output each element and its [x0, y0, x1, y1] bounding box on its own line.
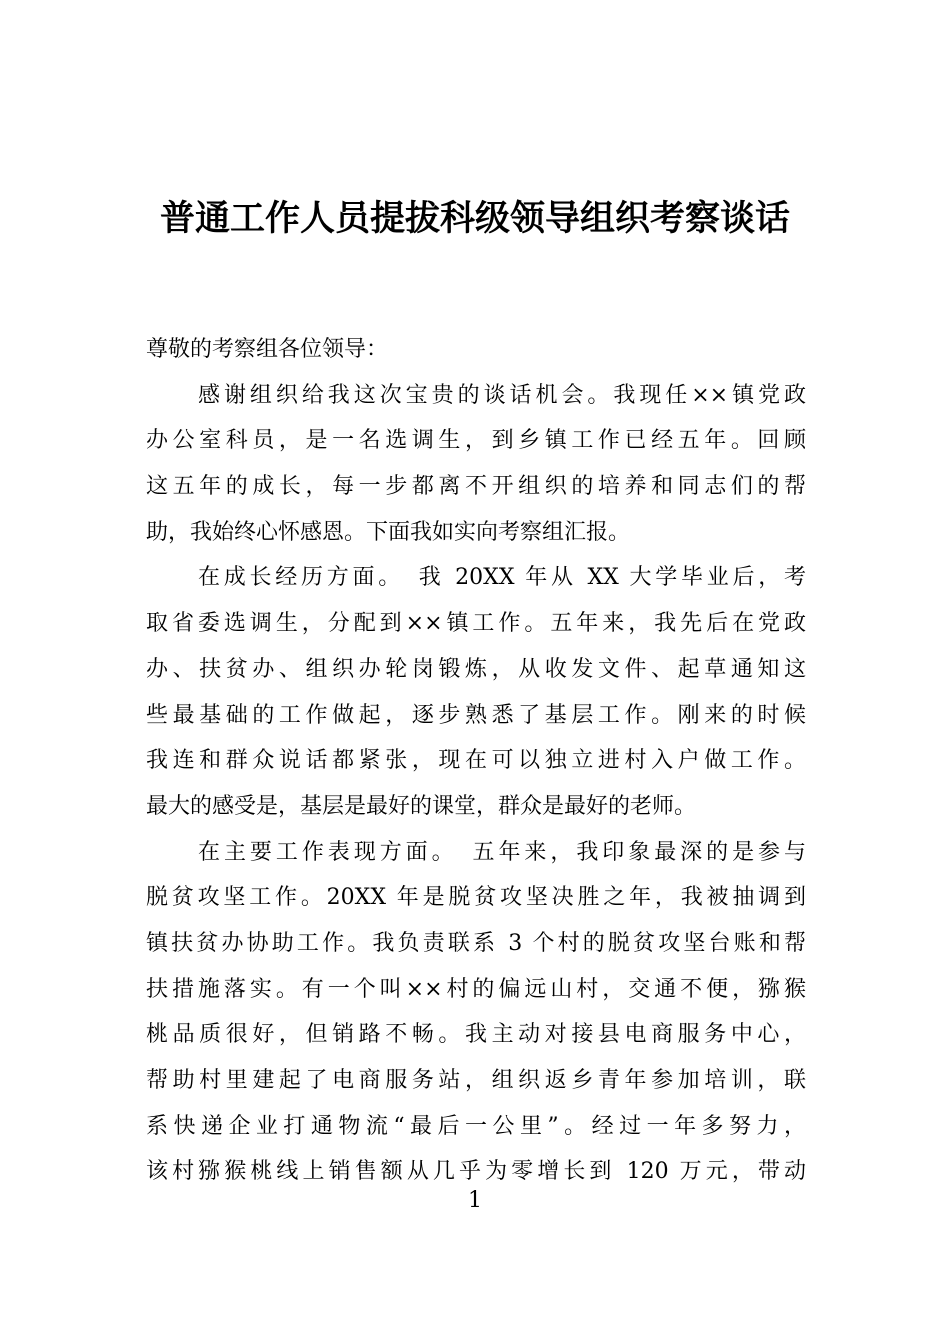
body-line: 系快递企业打通物流“最后一公里”。经过一年多努力，: [146, 1113, 806, 1139]
body-line: 我连和群众说话都紧张，现在可以独立进村入户做工作。: [146, 748, 806, 774]
body-line: 扶措施落实。有一个叫××村的偏远山村，交通不便，猕猴: [146, 976, 806, 1002]
page-number: 1: [468, 1188, 482, 1213]
body-line: 脱贫攻坚工作。20XX 年是脱贫攻坚决胜之年，我被抽调到: [146, 885, 806, 911]
body-line: 些最基础的工作做起，逐步熟悉了基层工作。刚来的时候: [146, 702, 806, 728]
body-line: 镇扶贫办协助工作。我负责联系 3 个村的脱贫攻坚台账和帮: [146, 930, 806, 956]
body-line: 这五年的成长，每一步都离不开组织的培养和同志们的帮: [146, 474, 806, 500]
body-line: 桃品质很好，但销路不畅。我主动对接县电商服务中心，: [146, 1022, 806, 1048]
body-line: 该村猕猴桃线上销售额从几乎为零增长到 120 万元，带动: [146, 1159, 806, 1185]
body-line: 帮助村里建起了电商服务站，组织返乡青年参加培训，联: [146, 1068, 806, 1093]
body-line: 助，我始终心怀感恩。下面我如实向考察组汇报。: [146, 519, 631, 545]
salutation-line: 尊敬的考察组各位领导：: [146, 337, 389, 362]
body-line: 最大的感受是，基层是最好的课堂，群众是最好的老师。: [146, 793, 697, 819]
body-line: 在主要工作表现方面。 五年来，我印象最深的是参与: [198, 839, 806, 865]
body-line: 感谢组织给我这次宝贵的谈话机会。我现任××镇党政: [198, 382, 806, 408]
body-line: 取省委选调生，分配到××镇工作。五年来，我先后在党政: [146, 611, 806, 637]
document-title: 普通工作人员提拔科级领导组织考察谈话: [159, 198, 790, 239]
body-line: 在成长经历方面。 我 20XX 年从 XX 大学毕业后，考: [198, 565, 806, 591]
body-line: 办、扶贫办、组织办轮岗锻炼，从收发文件、起草通知这: [146, 656, 806, 682]
body-line: 办公室科员，是一名选调生，到乡镇工作已经五年。回顾: [146, 428, 806, 454]
document-body: [146, 327, 806, 1195]
